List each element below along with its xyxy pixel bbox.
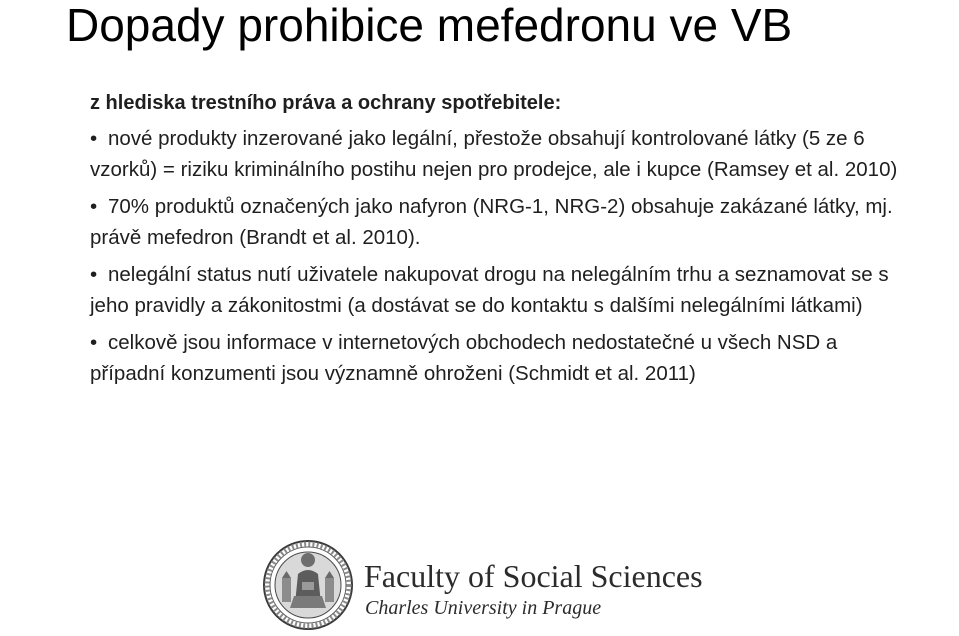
- bullet-text: nelegální status nutí uživatele nakupovat drogu na nelegálním trhu a seznamovat se s jeho pravidly a zákonitostmi (a dostávat se do kontaktu s dalšími nelegálními látkami): [90, 263, 889, 317]
- bullet-item: [90, 328, 910, 389]
- bullet-text: celkově jsou informace v internetových obchodech nedostatečné u všech NSD a případní konzumenti jsou významně ohroženi (Schmidt et al. 2011): [90, 331, 838, 385]
- bullet-item: [90, 260, 910, 321]
- bullet-item: [90, 192, 910, 253]
- slide-title: Dopady prohibice mefedronu ve VB: [66, 0, 793, 51]
- bullet-icon: •: [90, 263, 98, 286]
- bullet-list: [90, 124, 910, 389]
- bullet-text: nové produkty inzerované jako legální, přestože obsahují kontrolované látky (5 ze 6 vzorků) = riziku kriminálního postihu nejen pro prodejce, ale i kupce (Ramsey et al. 2010): [90, 127, 898, 181]
- faculty-name: Faculty of Social Sciences: [364, 558, 703, 594]
- slide-content: [90, 88, 910, 396]
- university-name: Charles University in Prague: [365, 597, 602, 619]
- bullet-item: [90, 124, 910, 185]
- bullet-icon: •: [90, 127, 98, 150]
- bullet-text: 70% produktů označených jako nafyron (NRG-1, NRG-2) obsahuje zakázané látky, mj. právě mefedron (Brandt et al. 2010).: [90, 195, 893, 249]
- subheading: z hlediska trestního práva a ochrany spotřebitele:: [90, 92, 562, 114]
- university-seal-icon: [262, 538, 354, 632]
- faculty-logo: [262, 538, 902, 634]
- bullet-icon: •: [90, 195, 98, 218]
- bullet-icon: •: [90, 331, 98, 354]
